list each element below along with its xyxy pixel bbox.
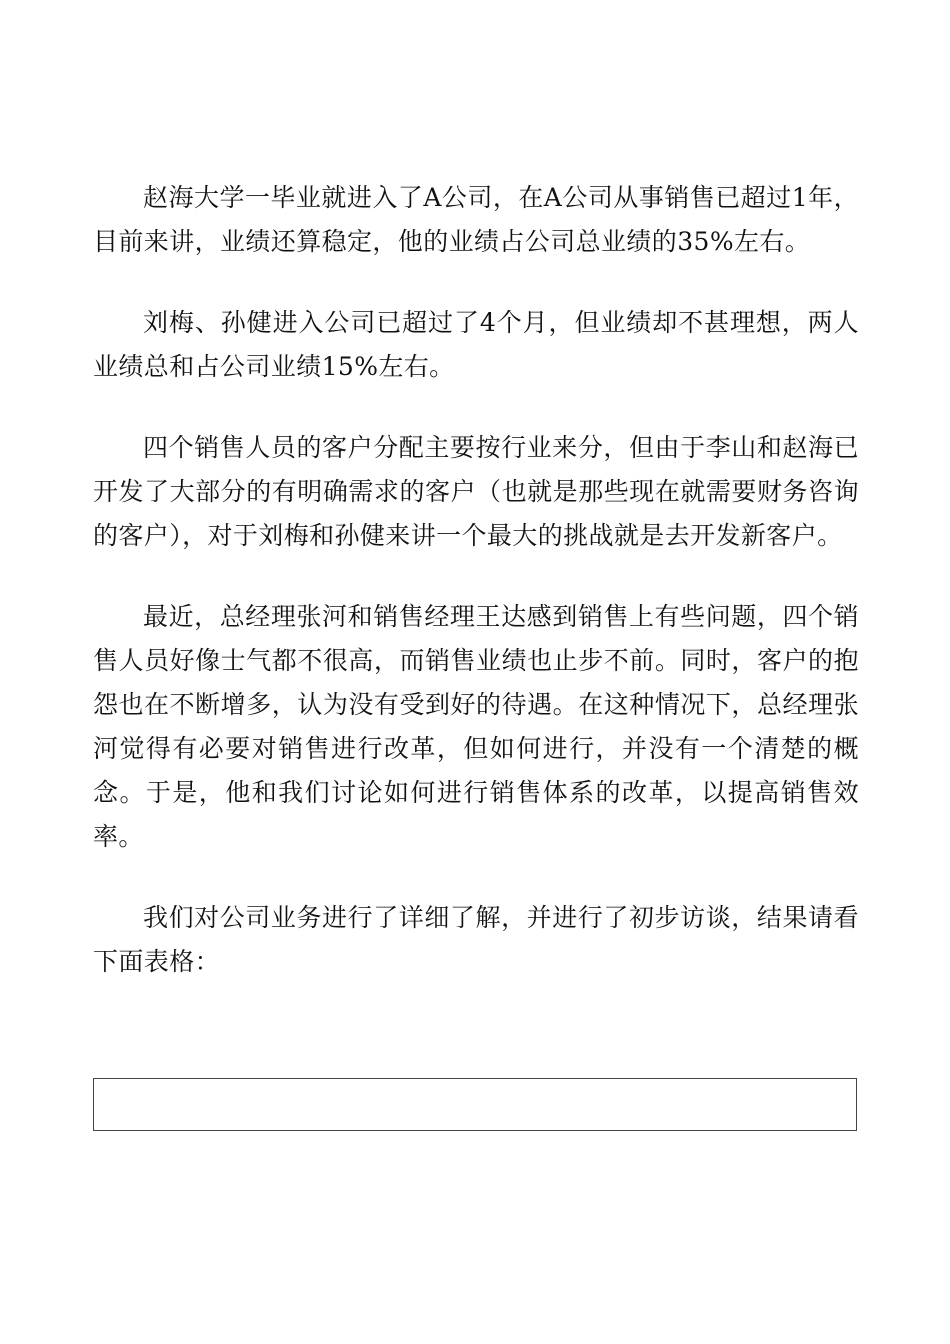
paragraph-zhao-hai: 赵海大学一毕业就进入了A公司，在A公司从事销售已超过1年，目前来讲，业绩还算稳定，他的业绩占公司总业绩的35%左右。 — [93, 183, 859, 256]
paragraph-recent-problems: 最近，总经理张河和销售经理王达感到销售上有些问题，四个销售人员好像士气都不很高，而销售业绩也止步不前。同时，客户的抱怨也在不断增多，认为没有受到好的待遇。在这种情况下，总经理张河觉得有必要对销售进行改革，但如何进行，并没有一个清楚的概念。于是，他和我们讨论如何进行销售体系的改革，以提高销售效率。 — [93, 602, 859, 851]
paragraph-interview-intro: 我们对公司业务进行了详细了解，并进行了初步访谈，结果请看下面表格： — [93, 903, 859, 976]
paragraph-liu-sun: 刘梅、孙健进入公司已超过了4个月，但业绩却不甚理想，两人业绩总和占公司业绩15%左右。 — [93, 308, 859, 381]
empty-table — [93, 1078, 857, 1131]
document-body — [93, 176, 859, 1021]
paragraph-client-allocation: 四个销售人员的客户分配主要按行业来分，但由于李山和赵海已开发了大部分的有明确需求的客户（也就是那些现在就需要财务咨询的客户），对于刘梅和孙健来讲一个最大的挑战就是去开发新客户。 — [93, 433, 859, 550]
